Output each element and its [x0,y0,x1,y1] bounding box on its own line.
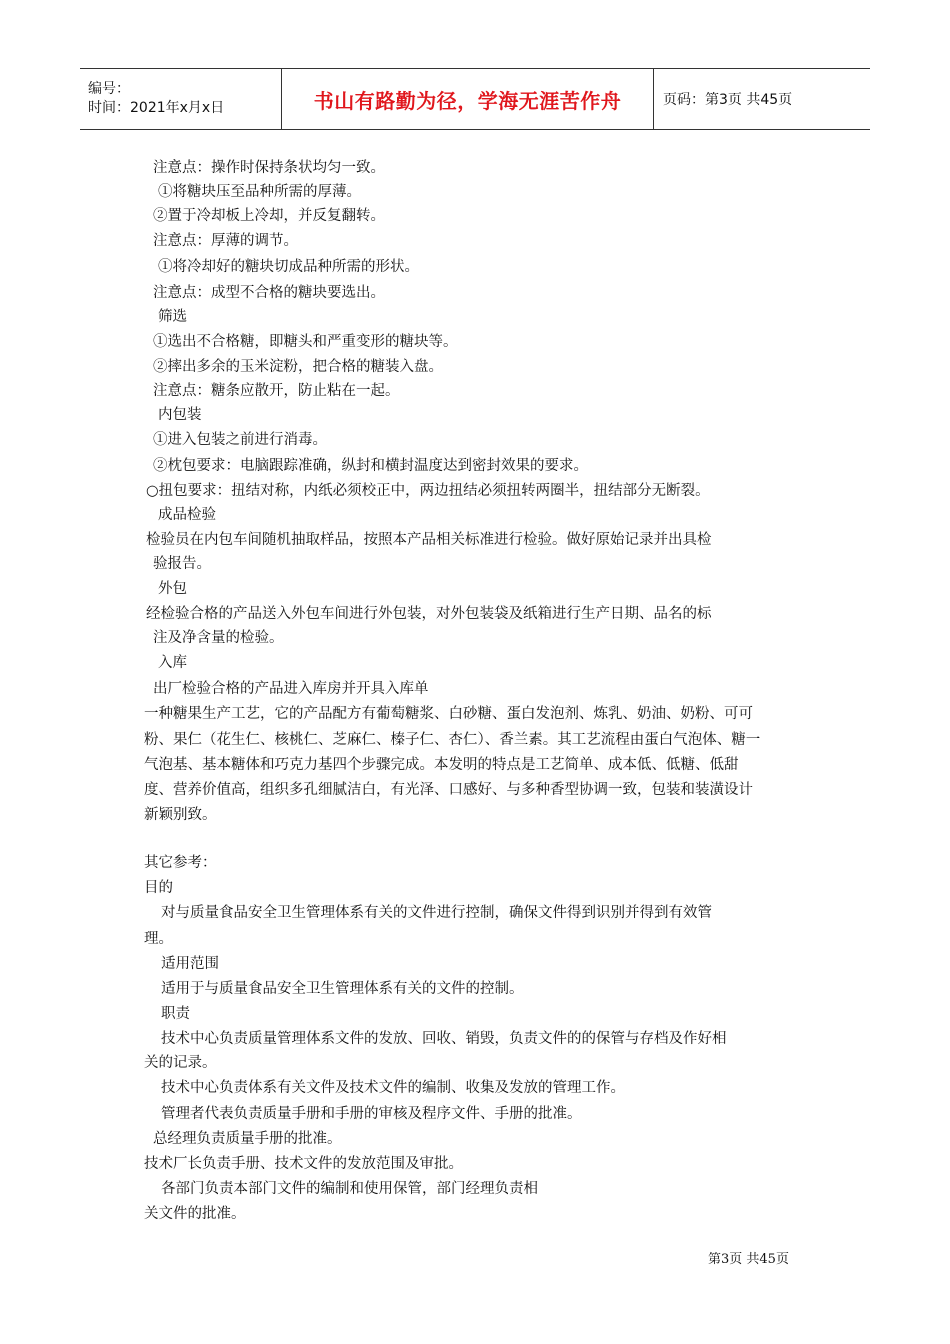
body-line: 一种糖果生产工艺，它的产品配方有葡萄糖浆、白砂糖、蛋白发泡剂、炼乳、奶油、奶粉、可可 [144,706,753,722]
page-footer-number: 第3页 共45页 [708,1252,789,1267]
body-line: 技术中心负责质量管理体系文件的发放、回收、销毁，负责文件的的保管与存档及作好相 [161,1031,727,1047]
body-line: 关的记录。 [144,1055,217,1071]
section-heading: 职责 [161,1006,190,1022]
body-line: 检验员在内包车间随机抽取样品，按照本产品相关标准进行检验。做好原始记录并出具检 [146,532,712,548]
body-line: 气泡基、基本糖体和巧克力基四个步骤完成。本发明的特点是工艺简单、成本低、低糖、低甜 [144,757,739,773]
body-line: 注意点：操作时保持条状均匀一致。 [153,160,385,176]
body-line: ①选出不合格糖，即糖头和严重变形的糖块等。 [153,334,458,350]
section-heading: 入库 [158,655,187,671]
body-line: 注及净含量的检验。 [153,630,284,646]
body-line: ①将冷却好的糖块切成品种所需的形状。 [158,259,419,275]
body-line: 出厂检验合格的产品进入库房并开具入库单 [153,681,429,697]
body-line: 各部门负责本部门文件的编制和使用保管，部门经理负责相 [161,1181,538,1197]
body-line: 验报告。 [153,556,211,572]
body-line: ②枕包要求：电脑跟踪准确，纵封和横封温度达到密封效果的要求。 [153,458,588,474]
section-heading: 适用范围 [161,956,219,972]
body-line: 关文件的批准。 [144,1206,246,1222]
body-line: 注意点：厚薄的调节。 [153,233,298,249]
body-line: 粉、果仁（花生仁、核桃仁、芝麻仁、榛子仁、杏仁）、香兰素。其工艺流程由蛋白气泡体、糖一 [144,732,761,748]
body-line: ②置于冷却板上冷却，并反复翻转。 [153,208,385,224]
header-motto: 书山有路勤为径，学海无涯苦作舟 [313,88,622,113]
body-line: ①将糖块压至品种所需的厚薄。 [158,184,361,200]
body-line: 注意点：糖条应散开，防止粘在一起。 [153,383,400,399]
section-heading: 成品检验 [158,507,216,523]
body-line: ①进入包装之前进行消毒。 [153,432,327,448]
body-line: 经检验合格的产品送入外包车间进行外包装，对外包装袋及纸箱进行生产日期、品名的标 [146,606,712,622]
section-heading: 目的 [144,880,173,896]
body-line: 新颖别致。 [144,807,217,823]
document-date-label: 时间：2021年x月x日 [88,100,225,116]
body-line: 总经理负责质量手册的批准。 [153,1131,342,1147]
body-line: ○扭包要求：扭结对称，内纸必须校正中，两边扭结必须扭转两圈半，扭结部分无断裂。 [146,483,710,499]
body-line: 技术厂长负责手册、技术文件的发放范围及审批。 [144,1156,463,1172]
section-heading: 外包 [158,581,187,597]
section-heading: 筛选 [158,309,187,325]
body-line: 注意点：成型不合格的糖块要选出。 [153,285,385,301]
body-line: 管理者代表负责质量手册和手册的审核及程序文件、手册的批准。 [161,1106,582,1122]
body-line: 理。 [144,931,173,947]
document-number-label: 编号： [88,81,130,97]
body-line: ②摔出多余的玉米淀粉，把合格的糖装入盘。 [153,359,443,375]
body-line: 对与质量食品安全卫生管理体系有关的文件进行控制，确保文件得到识别并得到有效管 [161,905,712,921]
section-heading: 其它参考： [144,855,217,871]
body-line: 度、营养价值高，组织多孔细腻洁白，有光泽、口感好、与多种香型协调一致，包装和装潢设计 [144,782,753,798]
section-heading: 内包装 [158,407,202,423]
body-line: 适用于与质量食品安全卫生管理体系有关的文件的控制。 [161,981,524,997]
header-page-number: 页码：第3页 共45页 [663,92,793,108]
body-line: 技术中心负责体系有关文件及技术文件的编制、收集及发放的管理工作。 [161,1080,625,1096]
